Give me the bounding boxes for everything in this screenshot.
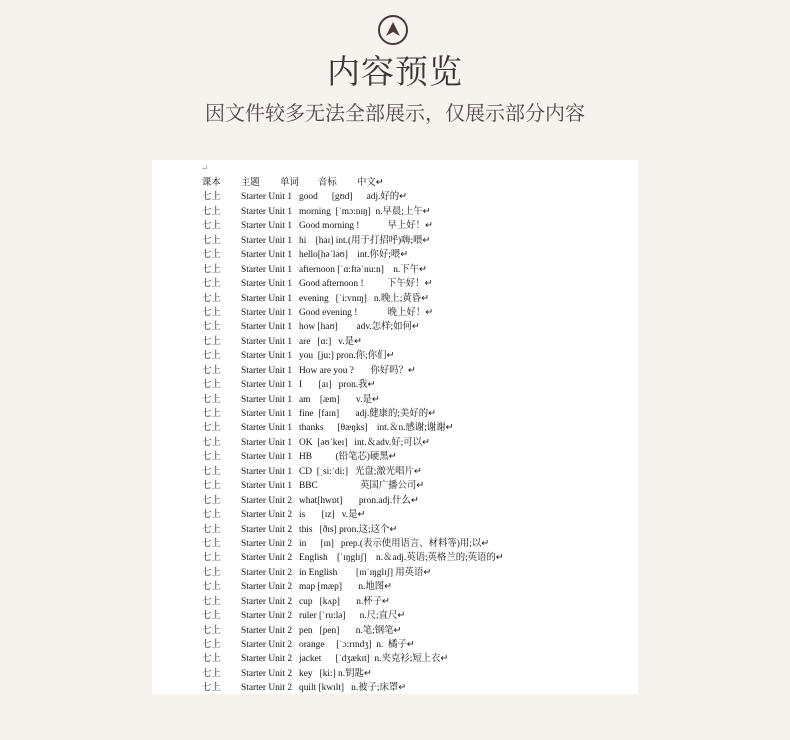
cell-book: 七上: [202, 192, 221, 203]
cell-entry: Good morning ! 早上好！↵: [299, 221, 433, 232]
cell-unit: Starter Unit 1: [241, 380, 293, 391]
table-row: [202, 349, 632, 363]
cell-unit: Starter Unit 1: [241, 192, 293, 203]
cell-entry: map [mæp] n.地图↵: [299, 582, 393, 593]
table-header: [202, 176, 632, 190]
page-subtitle: 因文件较多无法全部展示，仅展示部分内容: [205, 101, 585, 125]
cell-book: 七上: [202, 394, 221, 405]
cell-entry: afternoon [ˈɑ:ftəˈnu:n] n.下午↵: [299, 264, 427, 275]
cell-unit: Starter Unit 2: [241, 510, 293, 521]
table-row: [202, 292, 632, 306]
table-row: [202, 277, 632, 291]
table-row: [202, 681, 632, 694]
cell-unit: Starter Unit 2: [241, 596, 293, 607]
arrow-up-circle-icon: [378, 15, 408, 45]
cell-book: 七上: [202, 206, 221, 217]
cell-unit: Starter Unit 1: [241, 365, 293, 376]
cell-unit: Starter Unit 1: [241, 206, 293, 217]
cell-unit: Starter Unit 1: [241, 423, 293, 434]
cell-book: 七上: [202, 625, 221, 636]
cell-unit: Starter Unit 2: [241, 495, 293, 506]
cell-unit: Starter Unit 2: [241, 654, 293, 665]
cell-unit: Starter Unit 1: [241, 264, 293, 275]
cell-unit: Starter Unit 1: [241, 322, 293, 333]
cell-book: 七上: [202, 640, 221, 650]
table-row: [202, 638, 632, 652]
cell-book: 七上: [202, 466, 221, 477]
table-row: [202, 407, 632, 421]
cell-entry: morning [ˈmɔ:nɪŋ] n.早晨;上午↵: [299, 206, 431, 217]
cell-entry: How are you ? 你好吗？↵: [299, 365, 416, 376]
cell-entry: fine [faɪn] adj.健康的;美好的↵: [299, 409, 436, 419]
cell-entry: cup [kʌp] n.杯子↵: [299, 596, 390, 607]
cell-entry: hi [haɪ] int.(用于打招呼)嗨;喂↵: [299, 235, 431, 246]
cell-unit: Starter Unit 1: [241, 307, 293, 318]
table-row: [202, 494, 632, 508]
cell-book: 七上: [202, 611, 221, 622]
table-row: [202, 537, 632, 551]
table-row: [202, 652, 632, 666]
cell-unit: Starter Unit 2: [241, 640, 293, 650]
table-row: [202, 580, 632, 594]
cell-entry: OK [əʊˈkeɪ] int.＆adv.好;可以↵: [299, 437, 430, 448]
cell-book: 七上: [202, 481, 221, 492]
cell-book: 七上: [202, 235, 221, 246]
cell-entry: how [haʊ] adv.怎样;如何↵: [299, 322, 420, 333]
cell-book: 七上: [202, 538, 221, 549]
cell-book: 七上: [202, 322, 221, 333]
cell-unit: Starter Unit 2: [241, 625, 293, 636]
cell-book: 七上: [202, 510, 221, 521]
cell-entry: jacket [ˈdʒækɪt] n.夹克衫;短上衣↵: [299, 654, 449, 665]
paragraph-mark: ↵: [201, 164, 209, 174]
cell-book: 七上: [202, 452, 221, 463]
table-row: [202, 421, 632, 435]
cell-entry: CD [ˌsi:ˈdi:] 光盘;激光唱片↵: [299, 466, 422, 477]
cell-unit: Starter Unit 1: [241, 437, 293, 448]
cell-book: 七上: [202, 293, 221, 304]
cell-book: 七上: [202, 351, 221, 362]
table-row: [202, 523, 632, 537]
cell-unit: Starter Unit 1: [241, 336, 293, 347]
table-row: [202, 508, 632, 522]
cell-book: 七上: [202, 495, 221, 506]
column-header: 音标: [318, 178, 337, 188]
table-row: [202, 624, 632, 638]
cell-book: 七上: [202, 668, 221, 679]
table-row: [202, 465, 632, 479]
table-row: [202, 566, 632, 580]
cell-entry: are [ɑ:] v.是↵: [299, 336, 362, 347]
cell-entry: you [ju:] pron.你;你们↵: [299, 351, 395, 362]
table-row: [202, 436, 632, 450]
vocabulary-table: [202, 176, 632, 694]
cell-book: 七上: [202, 409, 221, 419]
cell-book: 七上: [202, 524, 221, 535]
cell-book: 七上: [202, 264, 221, 275]
table-row: [202, 234, 632, 248]
cell-unit: Starter Unit 1: [241, 481, 293, 492]
column-header: 课本: [202, 178, 221, 188]
cell-book: 七上: [202, 307, 221, 318]
cell-entry: hello[həˈləʊ] int.你好;喂↵: [299, 250, 409, 261]
table-row: [202, 595, 632, 609]
table-row: [202, 190, 632, 204]
cell-unit: Starter Unit 2: [241, 567, 293, 578]
cell-book: 七上: [202, 683, 221, 694]
cell-book: 七上: [202, 596, 221, 607]
cell-entry: in [ɪn] prep.(表示使用语言、材料等)用;以↵: [299, 538, 490, 549]
cell-entry: English [ˈɪŋglɪʃ] n.＆adj.英语;英格兰的;英语的↵: [299, 553, 504, 564]
cell-unit: Starter Unit 1: [241, 293, 293, 304]
table-row: [202, 335, 632, 349]
cell-entry: this [ðɪs] pron.这;这个↵: [299, 524, 398, 535]
cell-unit: Starter Unit 2: [241, 553, 293, 564]
cell-book: 七上: [202, 582, 221, 593]
cell-unit: Starter Unit 2: [241, 683, 293, 694]
cell-entry: am [æm] v.是↵: [299, 394, 380, 405]
cell-entry: evening [ˈi:vnɪŋ] n.晚上;黄昏↵: [299, 293, 429, 304]
table-row: [202, 378, 632, 392]
table-row: [202, 551, 632, 565]
cell-entry: in English [ɪnˈɪŋglɪʃ] 用英语↵: [299, 567, 432, 578]
cell-entry: is [ɪz] v.是↵: [299, 510, 366, 521]
cell-unit: Starter Unit 1: [241, 409, 293, 419]
cell-book: 七上: [202, 336, 221, 347]
cell-book: 七上: [202, 654, 221, 665]
cell-unit: Starter Unit 1: [241, 394, 293, 405]
table-row: [202, 479, 632, 493]
column-header: 主题: [241, 178, 260, 188]
cell-unit: Starter Unit 1: [241, 250, 293, 261]
table-row: [202, 219, 632, 233]
cell-unit: Starter Unit 1: [241, 452, 293, 463]
cell-unit: Starter Unit 2: [241, 538, 293, 549]
cell-entry: good [gʊd] adj.好的↵: [299, 192, 408, 203]
cell-book: 七上: [202, 380, 221, 391]
cell-entry: key [ki:] n.钥匙↵: [299, 668, 372, 679]
column-header: 单词: [280, 178, 299, 188]
table-row: [202, 609, 632, 623]
cell-unit: Starter Unit 1: [241, 221, 293, 232]
cell-unit: Starter Unit 1: [241, 235, 293, 246]
table-row: [202, 263, 632, 277]
cell-entry: thanks [θæŋks] int.＆n.感谢;谢谢↵: [299, 423, 454, 434]
cell-book: 七上: [202, 567, 221, 578]
cell-unit: Starter Unit 1: [241, 279, 293, 290]
cell-book: 七上: [202, 221, 221, 232]
cell-unit: Starter Unit 2: [241, 582, 293, 593]
cell-entry: HB (铅笔芯)硬黑↵: [299, 452, 397, 463]
cell-entry: orange [ˈɔ:rɪndʒ] n. 橘子↵: [299, 640, 415, 650]
table-row: [202, 205, 632, 219]
table-row: [202, 393, 632, 407]
table-row: [202, 450, 632, 464]
cell-entry: what[hwɒt] pron.adj.什么↵: [299, 495, 419, 506]
column-header: 中文↵: [357, 178, 384, 188]
table-row: [202, 248, 632, 262]
cell-entry: Good afternoon ! 下午好！↵: [299, 279, 433, 290]
cell-unit: Starter Unit 2: [241, 611, 293, 622]
table-row: [202, 306, 632, 320]
cell-unit: Starter Unit 1: [241, 351, 293, 362]
cell-entry: Good evening ! 晚上好！↵: [299, 307, 434, 318]
page-title: 内容预览: [327, 52, 463, 91]
cell-unit: Starter Unit 1: [241, 466, 293, 477]
cell-entry: quilt [kwɪlt] n.被子;床罩↵: [299, 683, 407, 694]
cell-entry: pen [pen] n.笔;钢笔↵: [299, 625, 402, 636]
cell-book: 七上: [202, 250, 221, 261]
cell-book: 七上: [202, 423, 221, 434]
cell-book: 七上: [202, 365, 221, 376]
cell-book: 七上: [202, 279, 221, 290]
cell-unit: Starter Unit 2: [241, 668, 293, 679]
table-row: [202, 320, 632, 334]
cell-book: 七上: [202, 553, 221, 564]
cell-entry: ruler [ˈru:lə] n.尺;直尺↵: [299, 611, 406, 622]
cell-entry: BBC 英国广播公司↵: [299, 481, 425, 492]
cell-book: 七上: [202, 437, 221, 448]
table-row: [202, 364, 632, 378]
cell-entry: I [aɪ] pron.我↵: [299, 380, 376, 391]
document-preview: [152, 160, 638, 694]
table-row: [202, 667, 632, 681]
cell-unit: Starter Unit 2: [241, 524, 293, 535]
